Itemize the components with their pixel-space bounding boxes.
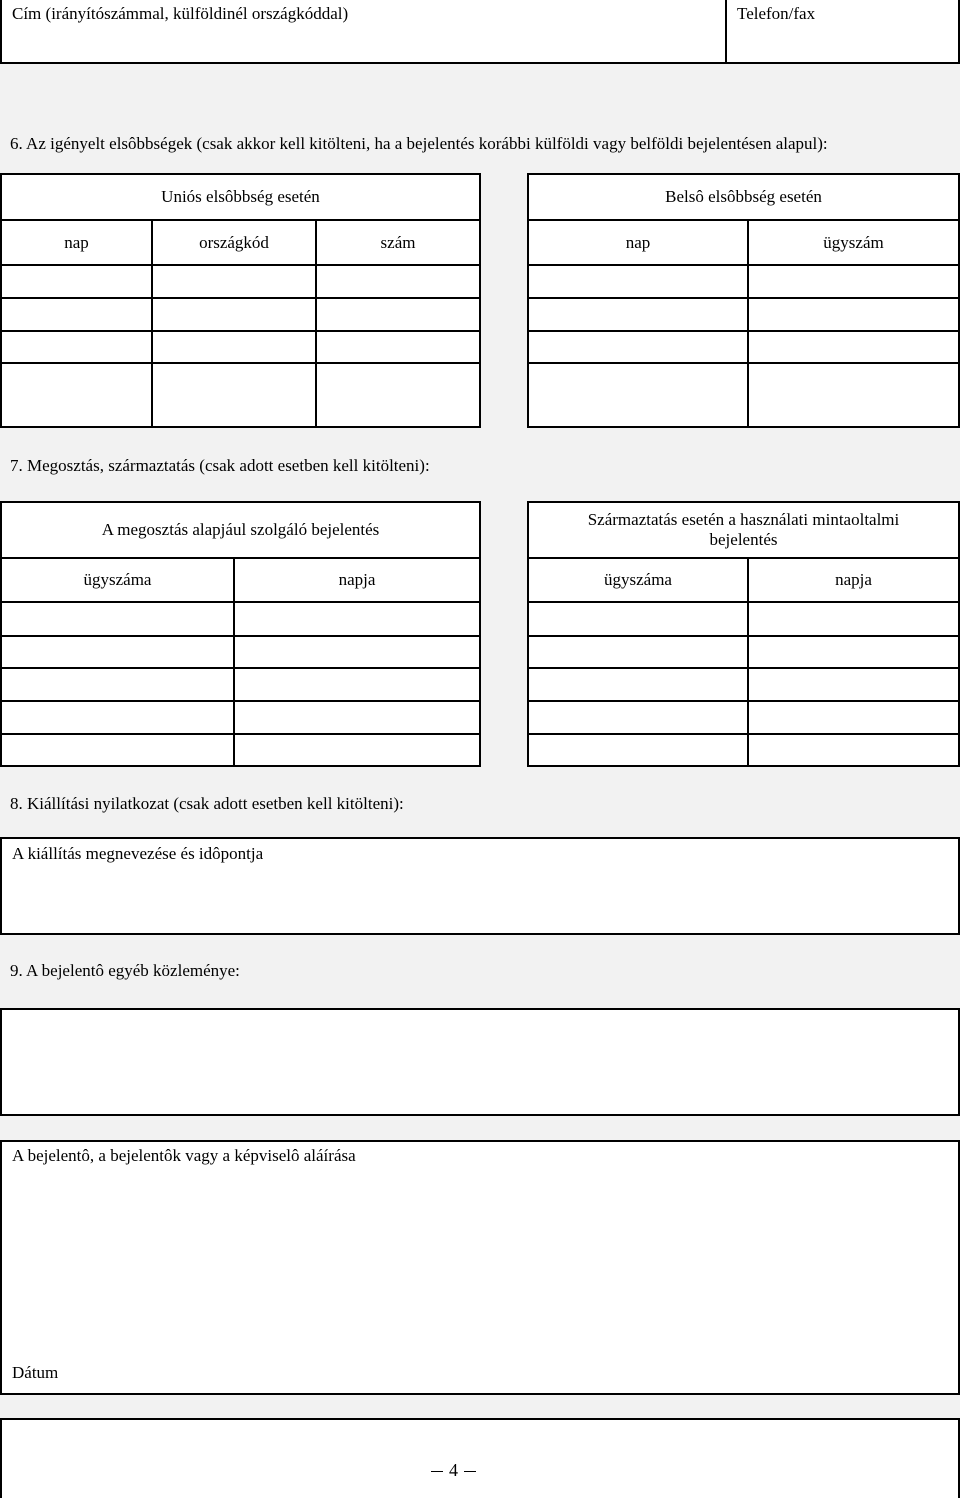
table-cell[interactable] [0, 635, 235, 669]
split-col-ugyszama: ügyszáma [0, 557, 235, 603]
section6-title: 6. Az igényelt elsôbbségek (csak akkor kell kitölteni, ha a bejelentés korábbi külföldi vagy belföldi bejelentésen alapul): [10, 134, 828, 153]
date-label: Dátum [12, 1363, 59, 1382]
split-col-napja: napja [233, 557, 481, 603]
signature-label: A bejelentô, a bejelentôk vagy a képviselô aláírása [12, 1146, 356, 1165]
exhibition-field[interactable] [0, 837, 960, 935]
derive-col-napja: napja [747, 557, 960, 603]
table-cell[interactable] [527, 297, 749, 332]
table-cell[interactable] [0, 700, 235, 735]
table-cell[interactable] [0, 733, 235, 767]
table-cell[interactable] [233, 733, 481, 767]
union-col-orszagkod: országkód [151, 219, 317, 266]
table-cell[interactable] [0, 601, 235, 637]
table-cell[interactable] [747, 297, 960, 332]
table-cell[interactable] [315, 297, 481, 332]
table-cell[interactable] [0, 667, 235, 702]
table-cell[interactable] [747, 700, 960, 735]
union-col-nap: nap [0, 219, 153, 266]
table-cell[interactable] [151, 362, 317, 428]
union-col-szam: szám [315, 219, 481, 266]
table-cell[interactable] [0, 362, 153, 428]
table-cell[interactable] [747, 667, 960, 702]
table-cell[interactable] [315, 330, 481, 364]
table-cell[interactable] [527, 700, 749, 735]
signature-field[interactable] [0, 1140, 960, 1395]
table-cell[interactable] [151, 264, 317, 299]
table-cell[interactable] [527, 635, 749, 669]
domestic-priority-header: Belsô elsôbbség esetén [527, 173, 960, 221]
derive-col-ugyszama: ügyszáma [527, 557, 749, 603]
table-cell[interactable] [151, 330, 317, 364]
table-cell[interactable] [315, 362, 481, 428]
page-number-value: 4 [449, 1460, 458, 1480]
other-notice-field[interactable] [0, 1008, 960, 1116]
union-priority-header: Uniós elsôbbség esetén [0, 173, 481, 221]
domestic-col-nap: nap [527, 219, 749, 266]
table-cell[interactable] [527, 264, 749, 299]
table-cell[interactable] [0, 297, 153, 332]
table-cell[interactable] [747, 264, 960, 299]
table-cell[interactable] [0, 330, 153, 364]
section7-title: 7. Megosztás, származtatás (csak adott esetben kell kitölteni): [10, 456, 430, 475]
table-cell[interactable] [315, 264, 481, 299]
split-basis-header: A megosztás alapjául szolgáló bejelentés [0, 501, 481, 559]
table-cell[interactable] [0, 264, 153, 299]
table-cell[interactable] [747, 635, 960, 669]
table-cell[interactable] [151, 297, 317, 332]
dash-right [464, 1471, 476, 1472]
table-cell[interactable] [233, 667, 481, 702]
table-cell[interactable] [527, 601, 749, 637]
table-cell[interactable] [233, 635, 481, 669]
exhibition-label: A kiállítás megnevezése és idôpontja [12, 844, 264, 863]
table-cell[interactable] [233, 700, 481, 735]
phone-fax-label: Telefon/fax [737, 4, 816, 23]
table-cell[interactable] [747, 733, 960, 767]
section8-title: 8. Kiállítási nyilatkozat (csak adott esetben kell kitölteni): [10, 794, 404, 813]
table-cell[interactable] [527, 362, 749, 428]
derivation-header: Származtatás esetén a használati mintaoltalmi bejelentés [527, 501, 960, 559]
table-cell[interactable] [527, 330, 749, 364]
table-cell[interactable] [233, 601, 481, 637]
table-cell[interactable] [527, 667, 749, 702]
bottom-field[interactable] [0, 1418, 960, 1498]
domestic-col-ugyszam: ügyszám [747, 219, 960, 266]
address-field[interactable] [0, 0, 727, 64]
section9-title: 9. A bejelentô egyéb közleménye: [10, 961, 240, 980]
table-cell[interactable] [527, 733, 749, 767]
page-number [425, 1460, 482, 1481]
dash-left [431, 1471, 443, 1472]
address-label: Cím (irányítószámmal, külföldinél országkóddal) [12, 4, 349, 23]
table-cell[interactable] [747, 330, 960, 364]
table-cell[interactable] [747, 362, 960, 428]
table-cell[interactable] [747, 601, 960, 637]
phone-fax-field[interactable] [725, 0, 960, 64]
